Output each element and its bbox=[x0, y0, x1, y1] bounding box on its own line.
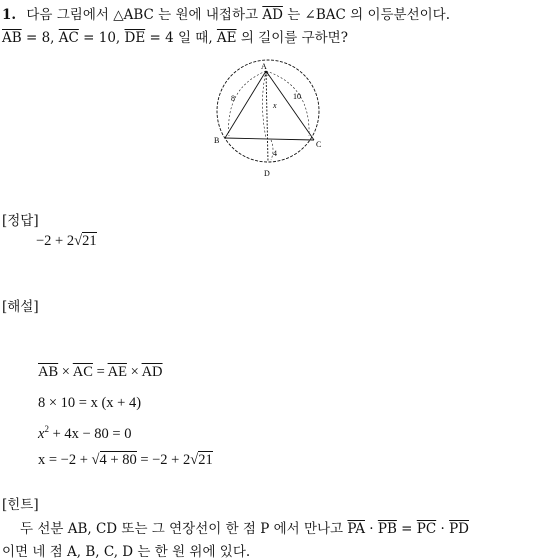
eq1-ab: $\overline{AB}$ bbox=[38, 364, 59, 380]
eq1-ac: $\overline{AC}$ bbox=[72, 364, 93, 380]
eq4-radicand-1: 4 + 80 bbox=[99, 452, 137, 468]
eq4-radicand-2: 21 bbox=[198, 452, 213, 468]
eq3-rest: + 4x − 80 = 0 bbox=[48, 425, 132, 442]
hint-text-a: 두 선분 AB, CD 또는 그 연장선이 한 점 P 에서 만나고 bbox=[20, 521, 348, 537]
eq1-ae: $\overline{AE}$ bbox=[107, 364, 127, 380]
eq3-x: x bbox=[38, 425, 45, 442]
segment-ad: $\overline{AD}$ bbox=[262, 7, 283, 23]
eq4-a: x = −2 + bbox=[38, 452, 92, 468]
segment-ae: $\overline{AE}$ bbox=[216, 30, 237, 46]
segment-ab: $\overline{AB}$ bbox=[2, 30, 22, 46]
problem-text-a: 다음 그림에서 bbox=[26, 7, 114, 23]
hint-dot-2: · bbox=[436, 521, 450, 537]
solution-eq-4: x = −2 + √4 + 80 = −2 + 2√21 bbox=[38, 452, 213, 468]
side-ab bbox=[225, 71, 266, 138]
ac-value: = 10, bbox=[78, 30, 125, 46]
hint-pd: $\overline{PD}$ bbox=[449, 521, 469, 537]
side-bc bbox=[225, 138, 314, 140]
answer-expression: −2 + 2√21 bbox=[36, 233, 97, 249]
segment-ac: $\overline{AC}$ bbox=[58, 30, 79, 46]
hint-heading: [힌트] bbox=[2, 497, 39, 513]
solution-eq-1 bbox=[38, 364, 163, 381]
edge-label-ae: x bbox=[273, 101, 277, 110]
problem-text-d: 의 이등분선이다. bbox=[345, 7, 451, 23]
label-d: D bbox=[264, 169, 270, 178]
eq4-b: = −2 + 2 bbox=[136, 452, 191, 468]
circle-geometry-figure bbox=[205, 58, 335, 183]
problem-text-c: 는 bbox=[282, 7, 305, 23]
angle-bac: ∠BAC bbox=[304, 7, 346, 23]
answer-heading: [정답] bbox=[2, 213, 39, 229]
arc-ae bbox=[263, 71, 267, 138]
ab-value: = 8, bbox=[21, 30, 59, 46]
solution-heading: [해설] bbox=[2, 299, 39, 315]
hint-pa: $\overline{PA}$ bbox=[347, 521, 365, 537]
triangle-abc: △ABC bbox=[113, 7, 154, 23]
eq3-exponent: 2 bbox=[44, 424, 49, 434]
eq1-equals: = bbox=[92, 364, 108, 380]
problem-line-1 bbox=[2, 3, 450, 23]
segment-de: $\overline{DE}$ bbox=[124, 30, 146, 46]
label-c: C bbox=[316, 140, 322, 149]
answer-radicand: 21 bbox=[82, 233, 97, 249]
label-b: B bbox=[214, 136, 220, 145]
edge-label-de: 4 bbox=[273, 149, 277, 158]
hint-line-2: 이면 네 점 A, B, C, D 는 한 원 위에 있다. bbox=[2, 544, 251, 560]
hint-line-1 bbox=[20, 517, 469, 537]
solution-eq-2: 8 × 10 = x (x + 4) bbox=[38, 395, 142, 411]
answer-expr-a: −2 + 2 bbox=[36, 233, 75, 249]
eq1-ad: $\overline{AD}$ bbox=[141, 364, 163, 380]
eq1-times-2: × bbox=[126, 364, 142, 380]
problem-text-end: 의 길이를 구하면? bbox=[236, 30, 348, 46]
hint-dot-1: · bbox=[364, 521, 378, 537]
label-e: E bbox=[265, 72, 269, 78]
solution-eq-3 bbox=[38, 424, 131, 443]
hint-pb: $\overline{PB}$ bbox=[377, 521, 397, 537]
edge-label-ab: 8 bbox=[231, 94, 235, 103]
hint-pc: $\overline{PC}$ bbox=[416, 521, 437, 537]
hint-equals: = bbox=[396, 521, 417, 537]
edge-label-ac: 10 bbox=[293, 92, 301, 101]
label-a: A bbox=[261, 62, 267, 71]
problem-text-b: 는 원에 내접하고 bbox=[153, 7, 263, 23]
bisector-ad bbox=[266, 71, 268, 162]
de-value: = 4 일 때, bbox=[145, 30, 217, 46]
problem-number: 1. bbox=[2, 7, 17, 23]
problem-line-2 bbox=[2, 26, 348, 46]
eq1-times-1: × bbox=[58, 364, 73, 380]
